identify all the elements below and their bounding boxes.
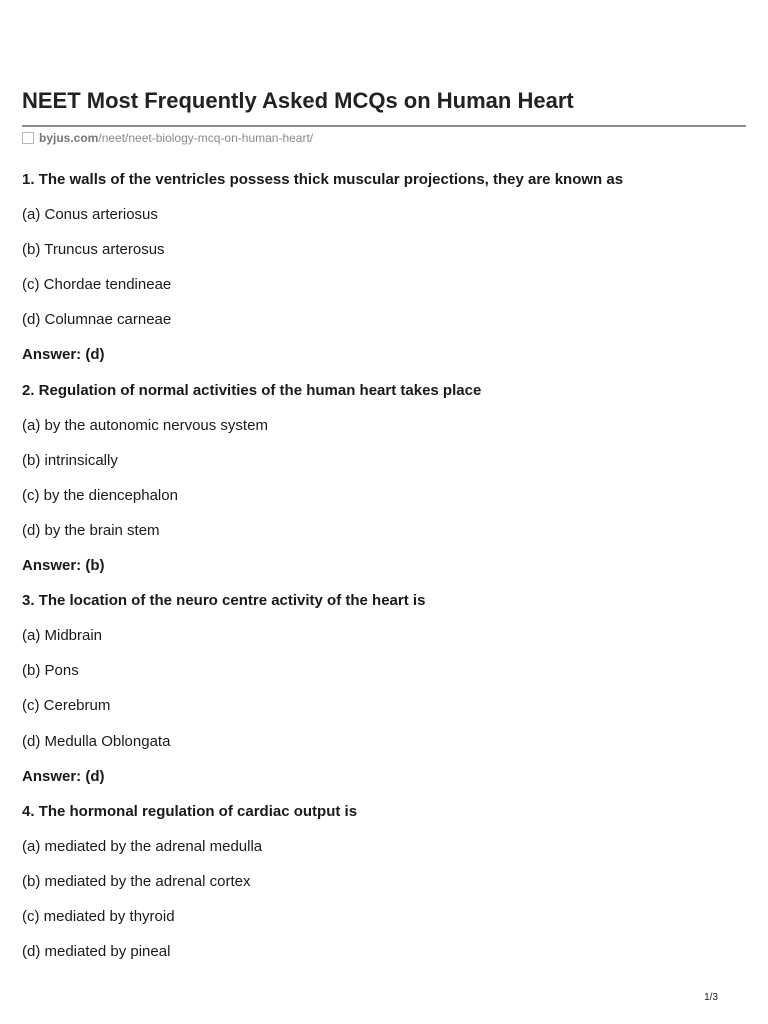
- answer-line: Answer: (b): [22, 557, 105, 575]
- option-line: (a) by the autonomic nervous system: [22, 416, 268, 434]
- page-title: NEET Most Frequently Asked MCQs on Human Heart: [22, 88, 574, 113]
- title-divider: [22, 125, 746, 127]
- option-line: (b) intrinsically: [22, 451, 118, 469]
- source-domain[interactable]: byjus.com: [39, 131, 99, 145]
- answer-line: Answer: (d): [22, 767, 105, 785]
- option-line: (b) Pons: [22, 662, 79, 680]
- option-line: (d) Medulla Oblongata: [22, 732, 171, 750]
- option-line: (d) Columnae carneae: [22, 311, 172, 329]
- option-line: (b) Truncus arterosus: [22, 241, 165, 259]
- question-line: 3. The location of the neuro centre activity of the heart is: [22, 592, 426, 610]
- answer-line: Answer: (d): [22, 346, 105, 364]
- option-line: (c) by the diencephalon: [22, 486, 178, 504]
- favicon-placeholder-icon: [22, 132, 34, 144]
- option-line: (d) mediated by pineal: [22, 943, 171, 961]
- question-line: 2. Regulation of normal activities of the human heart takes place: [22, 381, 482, 399]
- option-line: (c) mediated by thyroid: [22, 907, 175, 925]
- source-link[interactable]: [22, 131, 313, 145]
- page-number: 1/3: [704, 992, 718, 1003]
- source-path[interactable]: /neet/neet-biology-mcq-on-human-heart/: [98, 131, 314, 145]
- document-body: [22, 170, 742, 977]
- option-line: (a) mediated by the adrenal medulla: [22, 837, 263, 855]
- option-line: (c) Cerebrum: [22, 697, 111, 715]
- option-line: (a) Conus arteriosus: [22, 206, 158, 224]
- option-line: (b) mediated by the adrenal cortex: [22, 872, 251, 890]
- option-line: (a) Midbrain: [22, 627, 103, 645]
- question-line: 4. The hormonal regulation of cardiac output is: [22, 802, 358, 820]
- option-line: (d) by the brain stem: [22, 521, 160, 539]
- question-line: 1. The walls of the ventricles possess thick muscular projections, they are known as: [22, 171, 624, 188]
- option-line: (c) Chordae tendineae: [22, 276, 172, 294]
